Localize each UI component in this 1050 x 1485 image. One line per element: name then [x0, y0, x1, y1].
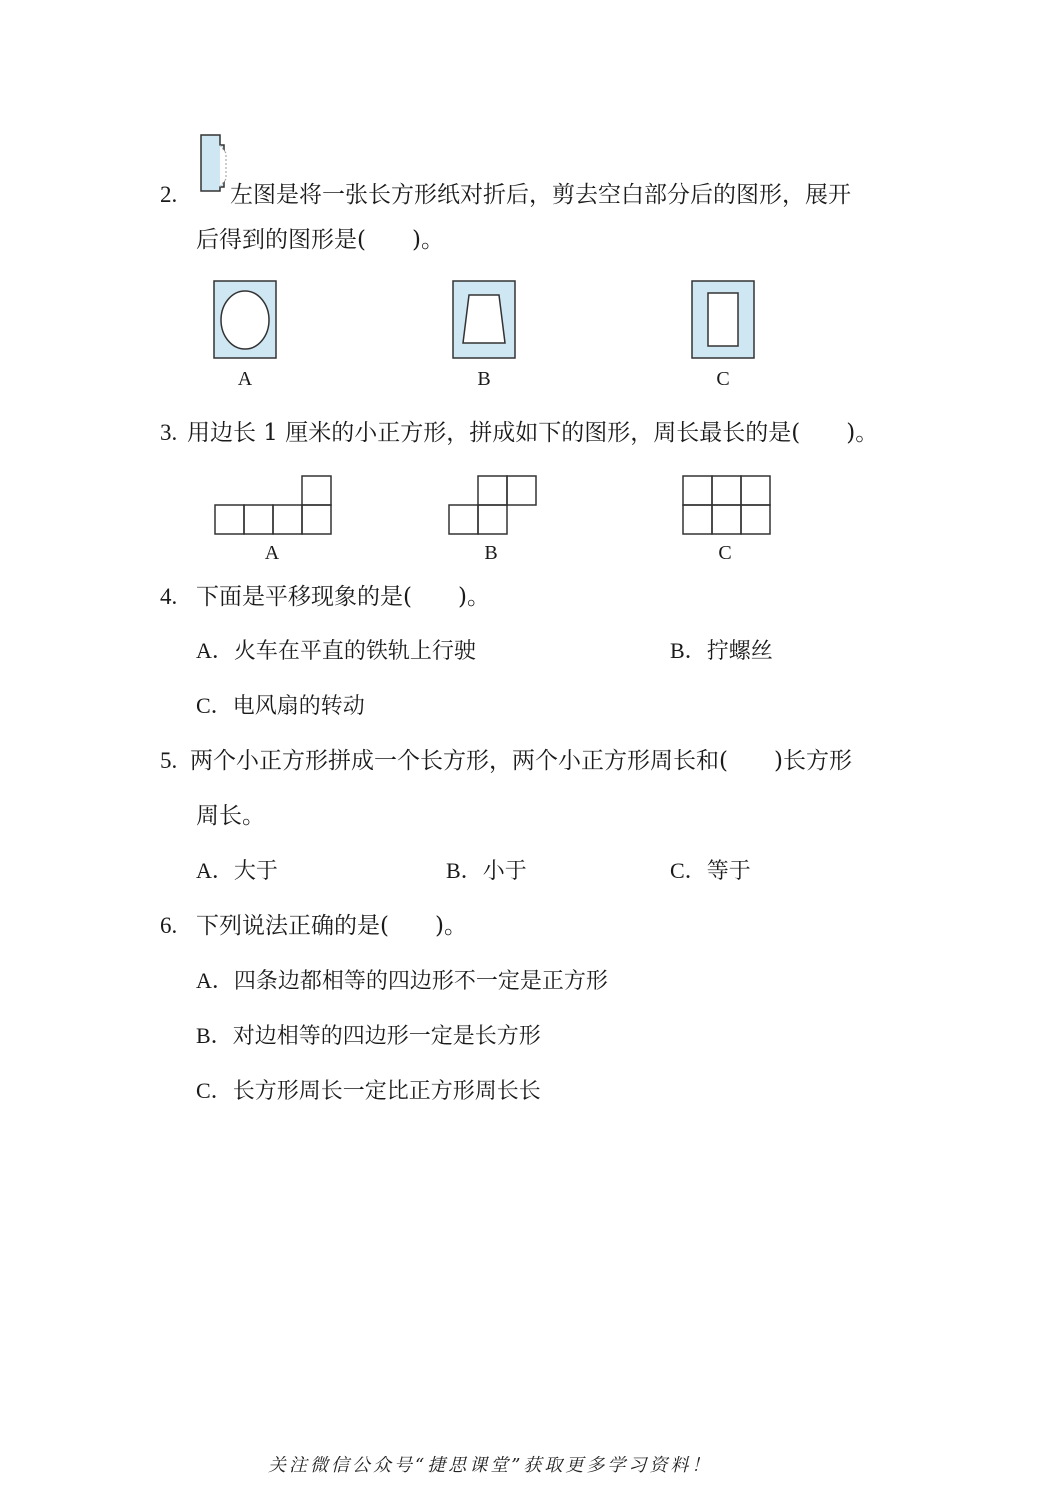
- q6-option-c-text: 长方形周长一定比正方形周长长: [232, 1079, 541, 1104]
- q3-option-b-squares-figure[interactable]: [447, 475, 539, 537]
- folded-paper-figure: [198, 133, 232, 195]
- q4-option-a[interactable]: [196, 636, 476, 667]
- q2-option-b-label: B: [477, 368, 491, 390]
- q2-option-c-rectangle-figure[interactable]: [691, 280, 755, 360]
- q5-option-b-text: 小于: [482, 859, 527, 884]
- q6-option-b-text: 对边相等的四边形一定是长方形: [232, 1024, 541, 1049]
- q2-option-a-oval-figure[interactable]: [213, 280, 277, 360]
- q6-option-b[interactable]: [196, 1021, 541, 1052]
- q5-option-a[interactable]: [196, 856, 278, 887]
- q3-option-a-label: A: [264, 542, 280, 564]
- q6-option-c-label: C．: [196, 1078, 233, 1103]
- question-2-text-line2: 后得到的图形是( )。: [196, 227, 444, 253]
- question-3-number: 3.: [160, 420, 178, 445]
- q6-option-b-label: B．: [196, 1023, 233, 1048]
- q5-option-c[interactable]: [670, 856, 751, 887]
- question-4-text: 下面是平移现象的是( )。: [196, 584, 490, 610]
- question-5-text-line2: 周长。: [196, 803, 265, 829]
- q5-option-a-label: A．: [196, 858, 234, 883]
- footer-note: 关注微信公众号“捷思课堂”获取更多学习资料！: [268, 1455, 713, 1476]
- q6-option-a[interactable]: [196, 966, 608, 997]
- q3-option-c-label: C: [718, 542, 732, 564]
- q4-option-b-label: B．: [670, 638, 707, 663]
- question-3-text: 用边长 1 厘米的小正方形，拼成如下的图形，周长最长的是( )。: [187, 420, 879, 446]
- question-6-text: 下列说法正确的是( )。: [196, 913, 467, 939]
- q4-option-c[interactable]: [196, 691, 365, 722]
- question-2-number: 2.: [160, 182, 178, 207]
- q6-option-a-text: 四条边都相等的四边形不一定是正方形: [233, 969, 608, 994]
- q4-option-b[interactable]: [670, 636, 773, 667]
- question-6-number: 6.: [160, 913, 178, 938]
- q5-option-b-label: B．: [446, 858, 483, 883]
- question-5-number: 5.: [160, 748, 178, 773]
- q6-option-a-label: A．: [196, 968, 234, 993]
- q5-option-c-label: C．: [670, 858, 707, 883]
- q3-option-a-squares-figure[interactable]: [213, 475, 335, 537]
- q4-option-a-label: A．: [196, 638, 234, 663]
- q6-option-c[interactable]: [196, 1076, 541, 1107]
- question-4-number: 4.: [160, 584, 178, 609]
- q5-option-b[interactable]: [446, 856, 527, 887]
- q2-option-c-label: C: [716, 368, 730, 390]
- q5-option-c-text: 等于: [706, 859, 751, 884]
- q4-option-a-text: 火车在平直的铁轨上行驶: [233, 639, 476, 664]
- q4-option-c-text: 电风扇的转动: [232, 694, 365, 719]
- question-2-text-line1: 左图是将一张长方形纸对折后，剪去空白部分后的图形，展开: [230, 182, 851, 208]
- q2-option-a-label: A: [237, 368, 253, 390]
- q3-option-b-label: B: [484, 542, 498, 564]
- q5-option-a-text: 大于: [233, 859, 278, 884]
- q4-option-b-text: 拧螺丝: [706, 639, 773, 664]
- q3-option-c-squares-figure[interactable]: [681, 475, 773, 537]
- q4-option-c-label: C．: [196, 693, 233, 718]
- q2-option-b-trapezoid-figure[interactable]: [452, 280, 516, 360]
- question-5-text-line1: 两个小正方形拼成一个长方形，两个小正方形周长和( )长方形: [190, 748, 852, 774]
